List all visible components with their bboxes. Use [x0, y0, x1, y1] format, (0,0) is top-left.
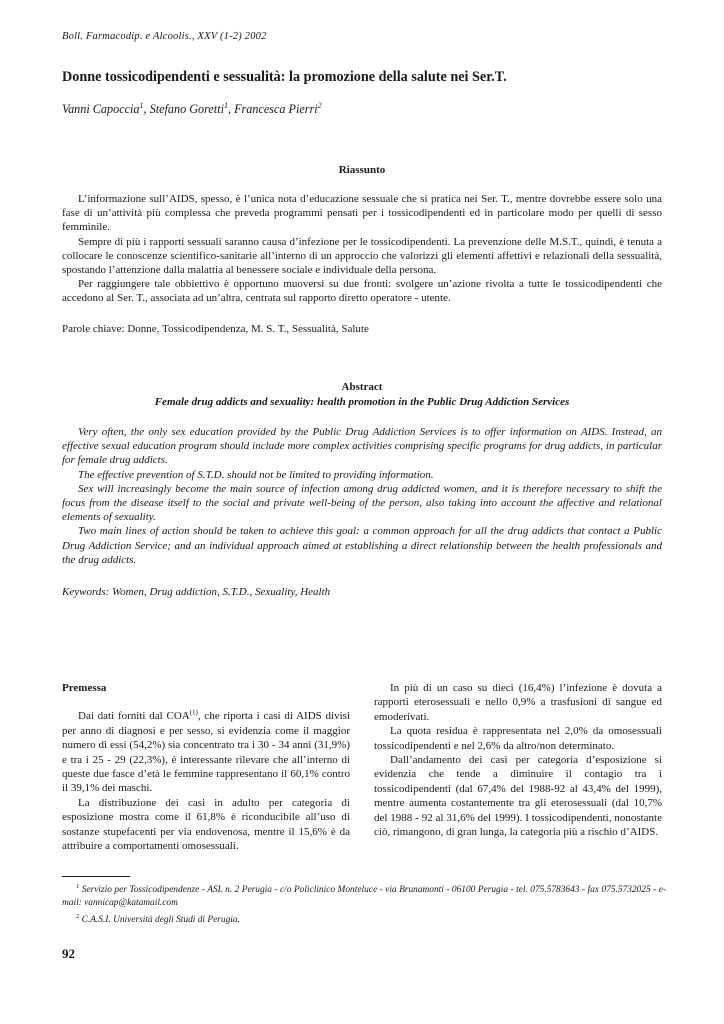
- section-heading-premessa: Premessa: [62, 682, 107, 694]
- abstract-paragraph: Sex will increasingly become the main source of infection among drug addicted women, and it is therefore necessary to shift the focus from the disease itself to the social and private well-being of the person, also taking into account the affective and relational elements of sexuality.: [62, 482, 662, 524]
- footnote-text: Servizio per Tossicodipendenze - ASL n. 2 Perugia - c/o Policlinico Monteluce - via Brunamonti - 06100 Perugia - tel. 075.5783643 - fax 075.5732025 - e-mail: vannicap@katamail.com: [62, 885, 667, 909]
- citation-ref: (1): [189, 708, 198, 717]
- body-left-column: [62, 681, 350, 853]
- footnote-text: C.A.S.I. Università degli Studi di Perugia.: [81, 915, 240, 926]
- riassunto-body: [62, 192, 662, 306]
- riassunto-paragraph: L’informazione sull’AIDS, spesso, è l’unica nota d’educazione sessuale che si pratica nei Ser. T., mentre dovrebbe essere solo una fase di un’attività più complessa che preveda programmi pensati per i tossicodipendenti ed in particolare modo per quelli di sesso femminile.: [62, 193, 662, 234]
- journal-header: Boll. Farmacodip. e Alcoolis., XXV (1-2) 2002: [62, 31, 267, 42]
- abstract-paragraph: Two main lines of action should be taken to achieve this goal: a common approach for all the drug addicts that contact a Public Drug Addiction Service; and an individual approach aimed at establishing a direct relationship between the health professionals and the drug addicts.: [62, 525, 662, 566]
- author-name: Stefano Goretti: [149, 102, 224, 117]
- riassunto-heading: Riassunto: [338, 164, 386, 176]
- author-affiliation-mark: 1: [223, 101, 228, 110]
- abstract-paragraph: The effective prevention of S.T.D. should not be limited to providing information.: [78, 468, 434, 481]
- body-text: Dai dati forniti dal COA: [78, 710, 190, 723]
- body-paragraph: In più di un caso su dieci (16,4%) l’infezione è dovuta a rapporti eterosessuali e nello 0,9% a trasfusioni di sangue ed emoderivati.: [374, 682, 662, 723]
- author-name: Francesca Pierri: [234, 102, 318, 117]
- author-name: Vanni Capoccia: [62, 102, 140, 117]
- footnote-mark: 1: [76, 883, 80, 890]
- abstract-paragraph: Very often, the only sex education provided by the Public Drug Addiction Services is to offer information on AIDS. Instead, an effective sexual education program should include more complex activities comprising specific programs for drug addicts, in particular for female drug addicts.: [62, 426, 662, 467]
- abstract-heading: Abstract: [341, 381, 383, 393]
- article-title: Donne tossicodipendenti e sessualità: la promozione della salute nei Ser.T.: [62, 69, 507, 85]
- author-list: Vanni Capoccia$^1$, Stefano Goretti$^1$, Francesca Pierri$^2$: [62, 101, 322, 117]
- abstract-subtitle: Female drug addicts and sexuality: health promotion in the Public Drug Addiction Services: [154, 396, 570, 408]
- footnote-separator: [62, 876, 130, 877]
- body-text: , che riporta i casi di AIDS divisi per anno di diagnosi e per sesso, si evidenzia come il maggior numero di essi (54,2%) sia concentrato tra i 30 - 34 anni (31,9%) e tra i 25 - 29 (22,3%), è interessante rilevare che all’interno di queste due fasce d’età le femmine rappresentano il 60,1% contro il 39,1% dei maschi.: [62, 710, 350, 795]
- abstract-keywords: Keywords: Women, Drug addiction, S.T.D., Sexuality, Health: [62, 586, 331, 598]
- abstract-body: [62, 425, 662, 567]
- body-paragraph: [62, 709, 350, 795]
- riassunto-paragraph: Sempre di più i rapporti sessuali saranno causa d’infezione per le tossicodipendenti. La prevenzione delle M.S.T., quindi, è tenuta a collocare le conoscenze scientifico-sanitarie all’interno di un approccio che valorizzi gli elementi affettivi e relazionali della sessualità, spostando l’attenzione dalla malattia al benessere sociale e individuale della persona.: [62, 235, 662, 277]
- footnotes: [62, 880, 666, 927]
- body-right-column: [374, 681, 662, 839]
- body-paragraph: Dall’andamento dei casi per categoria d’esposizione si evidenzia che tende a diminuire il contagio tra i tossicodipendenti (dal 67,4% del 1988-92 al 43,4% del 1999), mentre aumenta costantemente tra gli eterosessuali (dal 10,7% del 1988 - 92 al 31,6% del 1999). I tossicodipendenti, nonostante ciò, rimangono, di gran lunga, la categoria più a rischio d’AIDS.: [374, 754, 662, 839]
- footnote: [62, 910, 666, 927]
- page-number: 92: [62, 946, 75, 961]
- footnote: [62, 880, 666, 910]
- author-affiliation-mark: 2: [317, 101, 322, 110]
- author-affiliation-mark: 1: [139, 101, 144, 110]
- riassunto-paragraph: Per raggiungere tale obbiettivo è opportuno muoversi su due fronti: svolgere un’azione rivolta a tutte le tossicodipendenti che accedono al Ser. T., associata ad un’altra, centrata sul rapporto diretto operatore - utente.: [62, 278, 662, 305]
- body-paragraph: La distribuzione dei casi in adulto per categoria di esposizione mostra come il 61,8% è riconducibile all’uso di sostanze stupefacenti per via endovenosa, mentre il 15,6% è da attribuire a comportamenti omosessuali.: [62, 796, 350, 853]
- riassunto-keywords: Parole chiave: Donne, Tossicodipendenza, M. S. T., Sessualità, Salute: [62, 323, 369, 335]
- body-paragraph: La quota residua è rappresentata nel 2,0% da omosessuali tossicodipendenti e nel 2,6% da altro/non determinato.: [374, 725, 662, 752]
- footnote-mark: 2: [76, 913, 80, 921]
